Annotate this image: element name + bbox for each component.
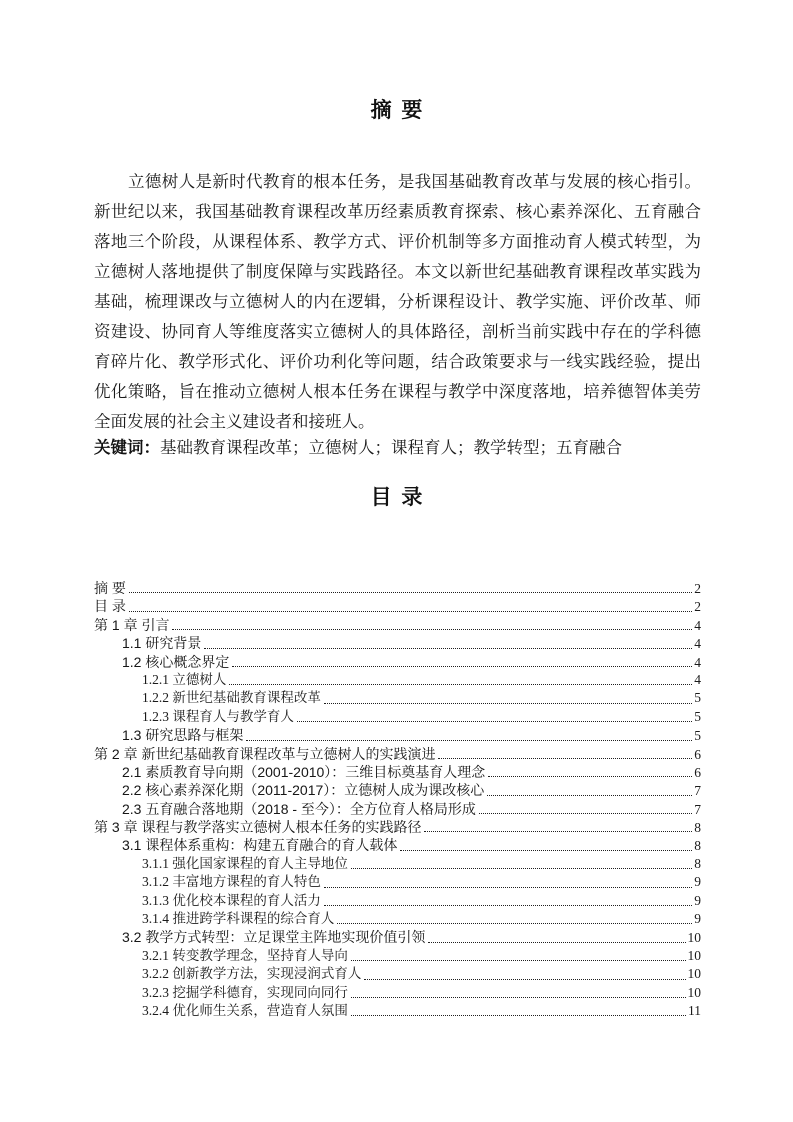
toc-page-number: 8 xyxy=(694,855,701,871)
toc-entry[interactable] xyxy=(94,653,701,671)
toc-entry[interactable] xyxy=(94,597,701,615)
toc-page-number: 11 xyxy=(688,1002,701,1018)
toc-page-number: 2 xyxy=(694,581,701,596)
toc-leader-dots xyxy=(400,836,692,850)
toc-entry-label: 摘 要 xyxy=(94,580,126,596)
toc-leader-dots xyxy=(246,726,692,740)
toc-page-number: 6 xyxy=(694,764,701,780)
toc-leader-dots xyxy=(479,800,692,814)
toc-entry-label: 2.3 五育融合落地期（2018 - 至今）：全方位育人格局形成 xyxy=(122,800,476,817)
toc-entry[interactable] xyxy=(94,763,701,781)
toc-entry-label: 2.1 素质教育导向期（2001-2010）：三维目标奠基育人理念 xyxy=(122,763,486,780)
toc-leader-dots xyxy=(351,947,686,961)
toc-leader-dots xyxy=(324,892,692,906)
toc-entry-label: 1.2.1 立德树人 xyxy=(142,671,227,687)
toc-entry-label: 目 录 xyxy=(94,598,126,615)
toc-entry-label: 1.1 研究背景 xyxy=(122,635,202,652)
toc-entry[interactable] xyxy=(94,836,701,854)
toc-entry-label: 1.2 核心概念界定 xyxy=(122,653,230,670)
toc-page-number: 4 xyxy=(694,617,701,633)
toc-entry[interactable] xyxy=(94,616,701,634)
toc-page-number: 6 xyxy=(694,746,701,762)
toc-leader-dots xyxy=(129,597,692,611)
toc-page-number: 7 xyxy=(694,801,701,817)
toc-entry-label: 第 1 章 引言 xyxy=(94,616,170,633)
toc-entry-label: 3.1.4 推进跨学科课程的综合育人 xyxy=(142,911,335,927)
toc-entry-label: 第 3 章 课程与教学落实立德树人根本任务的实践路径 xyxy=(94,819,422,836)
toc-entry[interactable] xyxy=(94,726,701,744)
toc-page-number: 2 xyxy=(694,599,701,615)
toc-page-number: 4 xyxy=(694,671,701,687)
toc-page-number: 8 xyxy=(694,820,701,836)
toc-page-number: 8 xyxy=(694,838,701,854)
toc-entry[interactable] xyxy=(94,689,701,707)
toc-page-number: 9 xyxy=(694,874,701,890)
toc-entry-label: 3.1.1 强化国家课程的育人主导地位 xyxy=(142,855,348,871)
toc-page-number: 5 xyxy=(694,690,701,706)
toc-page-number: 4 xyxy=(694,654,701,670)
toc-entry[interactable] xyxy=(94,947,701,965)
toc-entry-label: 3.2.3 挖掘学科德育，实现同向同行 xyxy=(142,984,348,1000)
toc-entry-label: 1.3 研究思路与框架 xyxy=(122,727,244,744)
toc-leader-dots xyxy=(351,984,686,998)
toc-entry-label: 3.1 课程体系重构：构建五育融合的育人载体 xyxy=(122,837,398,854)
toc-entry[interactable] xyxy=(94,1002,701,1020)
toc-entry-label: 3.2.2 创新教学方法，实现浸润式育人 xyxy=(142,966,362,982)
toc-entry[interactable] xyxy=(94,855,701,873)
toc-leader-dots xyxy=(229,671,692,685)
toc-page-number: 10 xyxy=(687,947,701,963)
toc-entry[interactable] xyxy=(94,892,701,910)
toc-leader-dots xyxy=(428,928,685,942)
toc-leader-dots xyxy=(488,763,692,777)
toc-entry-label: 2.2 核心素养深化期（2011-2017）：立德树人成为课改核心 xyxy=(122,782,485,799)
toc-entry[interactable] xyxy=(94,671,701,689)
toc-entry-label: 3.1.3 优化校本课程的育人活力 xyxy=(142,892,321,908)
toc-leader-dots xyxy=(351,855,692,869)
toc-entry[interactable] xyxy=(94,910,701,928)
toc-entry[interactable] xyxy=(94,579,701,597)
toc-entry[interactable] xyxy=(94,873,701,891)
toc-leader-dots xyxy=(324,689,692,703)
toc-list xyxy=(94,579,701,1020)
toc-leader-dots xyxy=(424,818,692,832)
toc-page-number: 10 xyxy=(687,984,701,1000)
toc-entry[interactable] xyxy=(94,928,701,946)
toc-entry[interactable] xyxy=(94,965,701,983)
keywords-line xyxy=(94,433,701,463)
toc-leader-dots xyxy=(487,781,692,795)
toc-page-number: 4 xyxy=(694,636,701,652)
toc-entry-label: 1.2.3 课程育人与教学育人 xyxy=(142,708,294,724)
toc-leader-dots xyxy=(297,708,692,722)
toc-entry[interactable] xyxy=(94,634,701,652)
toc-leader-dots xyxy=(438,745,692,759)
toc-entry-label: 3.2.4 优化师生关系，营造育人氛围 xyxy=(142,1002,348,1018)
toc-entry-label: 3.2.1 转变教学理念，坚持育人导向 xyxy=(142,947,348,963)
toc-page-number: 5 xyxy=(694,708,701,724)
toc-entry-label: 第 2 章 新世纪基础教育课程改革与立德树人的实践演进 xyxy=(94,745,436,762)
toc-entry[interactable] xyxy=(94,745,701,763)
toc-entry[interactable] xyxy=(94,708,701,726)
toc-leader-dots xyxy=(172,616,692,630)
toc-leader-dots xyxy=(232,653,692,667)
abstract-title: 摘 要 xyxy=(370,99,425,122)
toc-page-number: 7 xyxy=(694,783,701,799)
toc-entry[interactable] xyxy=(94,800,701,818)
keywords-label: 关键词： xyxy=(94,439,160,457)
toc-entry[interactable] xyxy=(94,781,701,799)
toc-leader-dots xyxy=(204,634,692,648)
keywords-text: 基础教育课程改革；立德树人；课程育人；教学转型；五育融合 xyxy=(160,438,622,457)
toc-page-number: 10 xyxy=(687,966,701,982)
toc-leader-dots xyxy=(324,873,692,887)
toc-title: 目 录 xyxy=(370,486,425,509)
toc-entry-label: 3.1.2 丰富地方课程的育人特色 xyxy=(142,874,321,890)
toc-leader-dots xyxy=(129,579,692,593)
abstract-paragraph: 立德树人是新时代教育的根本任务，是我国基础教育改革与发展的核心指引。新世纪以来，我国基础教育课程改革历经素质教育探索、核心素养深化、五育融合落地三个阶段，从课程体系、教学方式、评价机制等多方面推动育人模式转型，为立德树人落地提供了制度保障与实践路径。本文以新世纪基础教育课程改革实践为基础，梳理课改与立德树人的内在逻辑，分析课程设计、教学实施、评价改革、师资建设、协同育人等维度落实立德树人的具体路径，剖析当前实践中存在的学科德育碎片化、教学形式化、评价功利化等问题，结合政策要求与一线实践经验，提出优化策略，旨在推动立德树人根本任务在课程与教学中深度落地，培养德智体美劳全面发展的社会主义建设者和接班人。 xyxy=(94,172,701,431)
toc-leader-dots xyxy=(364,965,685,979)
toc-entry[interactable] xyxy=(94,818,701,836)
toc-leader-dots xyxy=(337,910,692,924)
toc-page-number: 5 xyxy=(694,728,701,744)
toc-leader-dots xyxy=(351,1002,686,1016)
toc-entry[interactable] xyxy=(94,984,701,1002)
toc-entry-label: 3.2 教学方式转型：立足课堂主阵地实现价值引领 xyxy=(122,929,426,946)
toc-page-number: 9 xyxy=(694,911,701,927)
toc-entry-label: 1.2.2 新世纪基础教育课程改革 xyxy=(142,690,321,706)
toc-page-number: 10 xyxy=(687,930,701,946)
toc-page-number: 9 xyxy=(694,892,701,908)
